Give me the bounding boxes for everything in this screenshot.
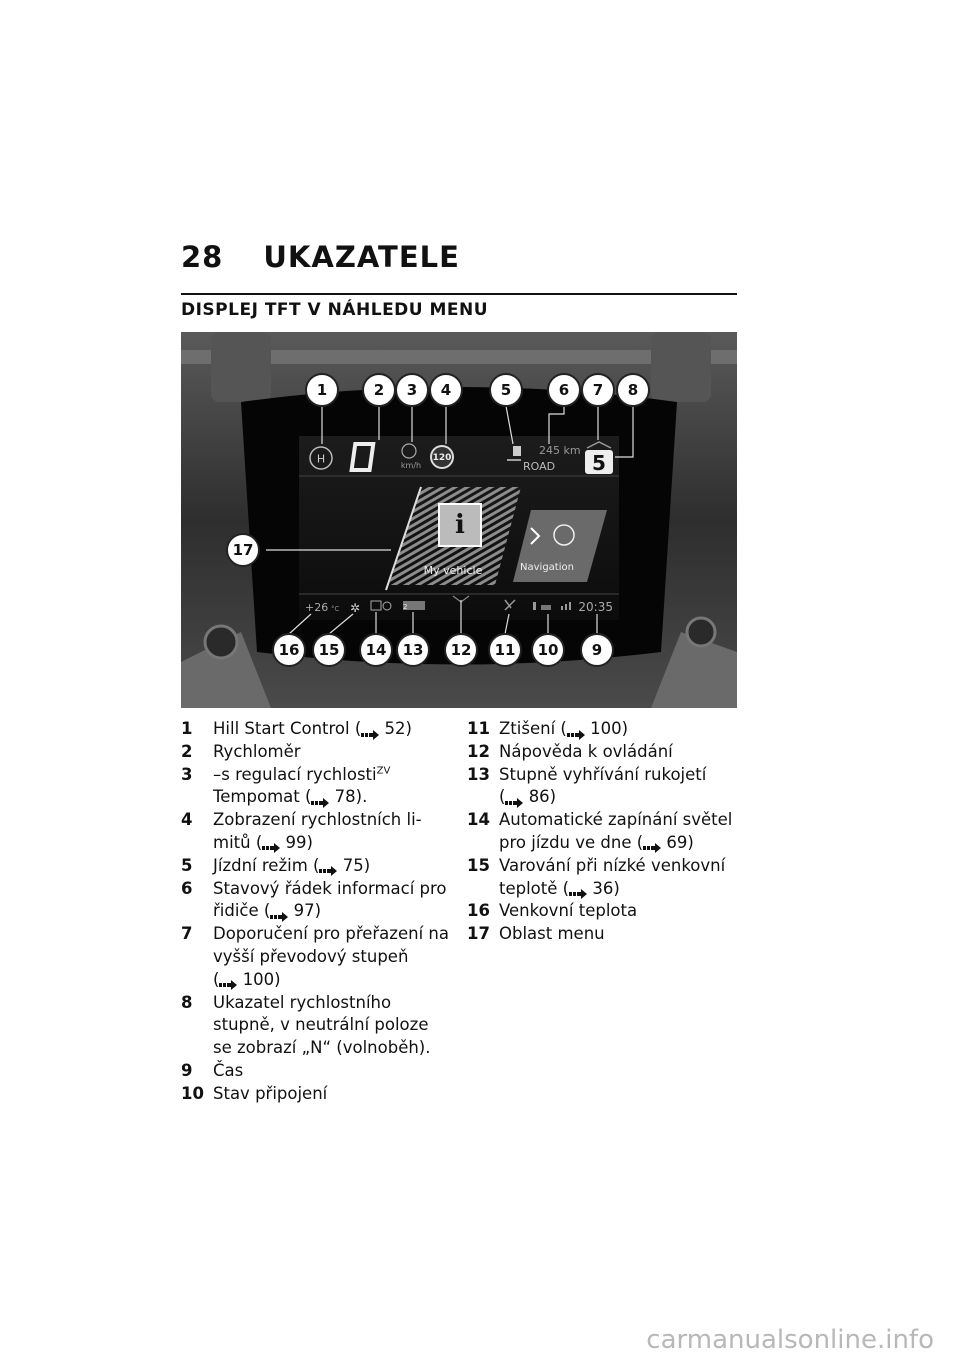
svg-text:15: 15 — [318, 641, 340, 659]
page-reference[interactable]: ( 100) — [213, 969, 281, 989]
callout-15 — [313, 634, 345, 666]
svg-text:°C: °C — [331, 605, 340, 613]
callout-3 — [396, 374, 428, 406]
page-ref-arrow-icon — [505, 792, 523, 802]
callout-16 — [273, 634, 305, 666]
callout-4 — [430, 374, 462, 406]
page-ref-arrow-icon — [311, 792, 329, 802]
svg-text:14: 14 — [365, 641, 387, 659]
legend-item: 11 Ztišení ( 100) — [467, 719, 629, 738]
svg-text:11: 11 — [494, 641, 516, 659]
svg-text:12: 12 — [450, 641, 472, 659]
range-readout: 245 km — [539, 444, 581, 457]
legend-item: 10 Stav připojení — [181, 1083, 328, 1103]
grip-heating-icon — [403, 601, 425, 611]
page-ref-arrow-icon — [643, 837, 661, 847]
page-reference[interactable]: ( 100) — [560, 719, 629, 738]
svg-text:1: 1 — [316, 381, 328, 399]
legend-item: 5 Jízdní režim ( 75) — [181, 855, 371, 875]
legend-item: 3 –s regulací rychlosti$^{ZV}$ Tempomat ( 78). — [181, 764, 391, 807]
svg-text:6: 6 — [558, 381, 570, 399]
legend-item: 16 Venkovní teplota — [467, 901, 638, 921]
callout-12 — [445, 634, 477, 666]
callout-11 — [489, 634, 521, 666]
page-ref-arrow-icon — [262, 837, 280, 847]
svg-text:H: H — [316, 452, 326, 466]
svg-text:9: 9 — [591, 641, 603, 659]
svg-text:5: 5 — [500, 381, 512, 399]
page-reference[interactable]: ( 86) — [499, 787, 557, 807]
svg-text:2: 2 — [373, 381, 385, 399]
svg-text:i: i — [455, 510, 465, 540]
callout-8 — [617, 374, 649, 406]
callout-17 — [227, 534, 259, 566]
svg-text:16: 16 — [278, 641, 300, 659]
watermark: carmanualsonline.info — [646, 1325, 934, 1355]
page-ref-arrow-icon — [361, 724, 379, 734]
svg-text:km/h: km/h — [400, 461, 422, 470]
legend-left-column — [181, 718, 451, 1106]
svg-text:17: 17 — [232, 541, 254, 559]
page-reference[interactable]: ( 97) — [263, 901, 322, 921]
callout-1 — [306, 374, 338, 406]
speed-limit-icon — [430, 445, 454, 469]
page-number: 28 — [181, 240, 224, 274]
legend-item: 4 Zobrazení rychlostních li-mitů ( 99) — [181, 810, 422, 852]
legend-item: 12 Nápověda k ovládání — [467, 741, 673, 761]
tft-display-figure — [181, 332, 737, 708]
svg-text:3: 3 — [406, 381, 418, 399]
page-ref-arrow-icon — [319, 860, 337, 870]
callout-9 — [581, 634, 613, 666]
callout-2 — [363, 374, 395, 406]
callout-14 — [360, 634, 392, 666]
svg-text:2: 2 — [403, 603, 408, 611]
legend-item: 14 Automatické zapínání světel pro jízdu ve dne ( 69) — [467, 810, 733, 852]
svg-text:4: 4 — [440, 381, 452, 399]
svg-text:10: 10 — [537, 641, 559, 659]
legend-item: 8 Ukazatel rychlostního stupně, v neutrální poloze se zobrazí „N“ (volnoběh). — [181, 992, 431, 1058]
section-title: DISPLEJ TFT V NÁHLEDU MENU — [181, 300, 489, 320]
menu-my-vehicle: My vehicle — [423, 564, 483, 577]
legend-item: 9 Čas — [181, 1060, 244, 1080]
legend-item: 2 Rychloměr — [181, 741, 301, 761]
callout-5 — [490, 374, 522, 406]
callout-6 — [548, 374, 580, 406]
page-ref-arrow-icon — [569, 883, 587, 893]
svg-text:5: 5 — [592, 451, 606, 475]
chapter-title: UKAZATELE — [263, 240, 460, 274]
svg-text:7: 7 — [592, 381, 604, 399]
legend-item: 7 Doporučení pro přeřazení na vyšší převodový stupeň ( 100) — [181, 924, 449, 989]
svg-text:120: 120 — [432, 453, 452, 463]
callout-13 — [397, 634, 429, 666]
legend-right-column — [467, 718, 742, 946]
page-reference[interactable]: ( 69) — [636, 832, 694, 852]
page-reference[interactable]: ( 99) — [255, 832, 313, 852]
page-ref-arrow-icon — [219, 974, 237, 984]
legend-item: 15 Varování při nízké venkovní teplotě ( 36) — [467, 855, 726, 898]
frost-warning-icon: ✲ — [349, 601, 361, 615]
svg-text:8: 8 — [627, 381, 639, 399]
callout-7 — [582, 374, 614, 406]
clock-readout: 20:35 — [578, 600, 613, 614]
legend-item: 6 Stavový řádek informací pro řidiče ( 97) — [181, 878, 447, 921]
page-reference[interactable]: ( 36) — [562, 878, 620, 898]
legend-item: 1 Hill Start Control ( 52) — [181, 719, 412, 738]
page-header — [181, 240, 460, 274]
tft-display-illustration — [181, 332, 737, 708]
legend-item: 13 Stupně vyhřívání rukojetí ( 86) — [467, 764, 707, 807]
svg-text:13: 13 — [402, 641, 424, 659]
page-reference[interactable]: ( 75) — [313, 855, 371, 875]
page-ref-arrow-icon — [270, 906, 288, 916]
page-reference[interactable]: ( 52) — [354, 719, 412, 738]
page-ref-arrow-icon — [567, 724, 585, 734]
legend-item: 17 Oblast menu — [467, 924, 605, 944]
riding-mode-readout: ROAD — [523, 460, 556, 473]
menu-navigation: Navigation — [520, 562, 574, 573]
page-reference[interactable]: ( 78). — [304, 787, 368, 807]
callout-10 — [532, 634, 564, 666]
outside-temperature: +26 — [305, 601, 329, 614]
header-rule — [181, 293, 737, 295]
